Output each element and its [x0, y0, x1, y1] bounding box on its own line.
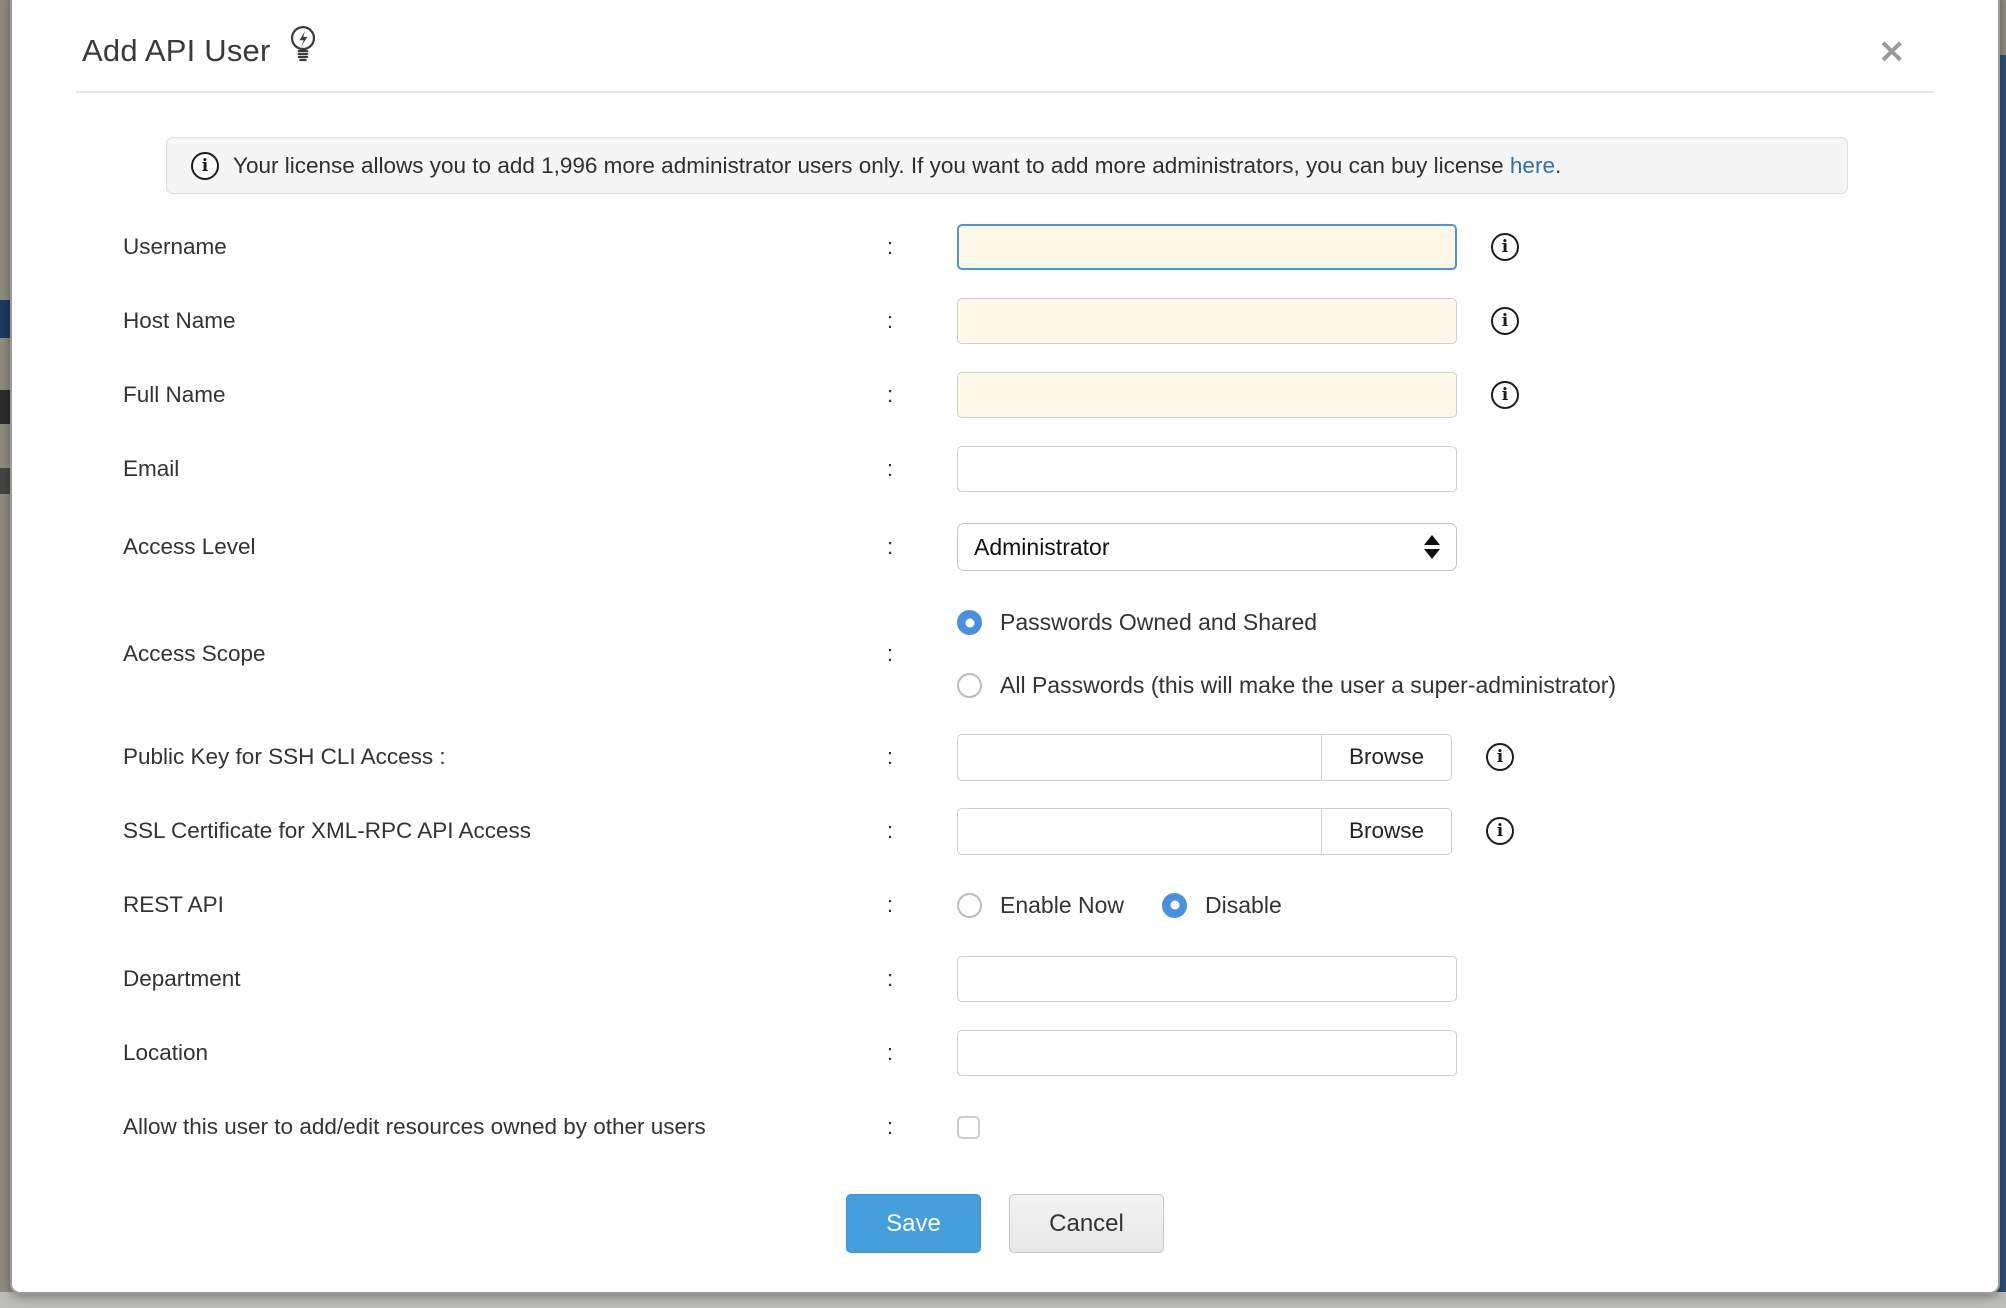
fullname-input[interactable] — [957, 372, 1457, 418]
username-row: Username : i — [123, 210, 1998, 284]
allow-edit-label: Allow this user to add/edit resources owned by other users — [123, 1114, 706, 1139]
allow-edit-checkbox[interactable] — [957, 1116, 980, 1139]
public-key-info-icon[interactable]: i — [1486, 743, 1514, 771]
select-spinner-icon — [1424, 535, 1440, 559]
ssl-cert-label: SSL Certificate for XML-RPC API Access — [123, 818, 532, 843]
email-field[interactable] — [957, 446, 1457, 492]
department-input[interactable] — [957, 956, 1457, 1002]
ssl-cert-file-input[interactable] — [957, 808, 1322, 855]
email-row: Email : — [123, 432, 1998, 506]
radio-icon[interactable] — [957, 610, 982, 635]
location-label: Location — [123, 1040, 209, 1065]
dialog-footer — [12, 1194, 1998, 1253]
rest-api-disable-radio[interactable]: Disable — [1162, 892, 1282, 919]
access-scope-label: Access Scope — [123, 641, 266, 666]
hostname-label: Host Name — [123, 308, 236, 333]
dialog-title: Add API User — [82, 32, 271, 68]
location-row: Location : — [123, 1016, 1998, 1090]
access-scope-owned-shared-radio[interactable]: Passwords Owned and Shared — [957, 609, 1616, 636]
fullname-row: Full Name : i — [123, 358, 1998, 432]
fullname-label: Full Name — [123, 382, 226, 407]
ssl-cert-row: SSL Certificate for XML-RPC API Access : Browse i — [123, 794, 1998, 868]
fullname-info-icon[interactable]: i — [1491, 381, 1519, 409]
cancel-button[interactable]: Cancel — [1009, 1194, 1164, 1253]
radio-icon[interactable] — [957, 673, 982, 698]
license-banner-text: Your license allows you to add 1,996 more administrator users only. If you want to add more administrators, you can buy license here. — [233, 152, 1562, 178]
allow-edit-row: Allow this user to add/edit resources owned by other users : — [123, 1090, 1998, 1164]
rest-api-row: REST API : Enable Now Disable — [123, 891, 1282, 918]
access-scope-all-passwords-radio[interactable]: All Passwords (this will make the user a super-administrator) — [957, 672, 1616, 699]
ssl-cert-info-icon[interactable]: i — [1486, 817, 1514, 845]
radio-icon[interactable] — [1162, 893, 1187, 918]
radio-icon[interactable] — [957, 893, 982, 918]
rest-api-enable-radio[interactable]: Enable Now — [957, 892, 1124, 919]
public-key-browse-button[interactable]: Browse — [1321, 734, 1452, 781]
public-key-label: Public Key for SSH CLI Access : — [123, 744, 446, 769]
email-label: Email — [123, 456, 180, 481]
location-input[interactable] — [957, 1030, 1457, 1076]
save-button[interactable]: Save — [846, 1194, 981, 1253]
username-label: Username — [123, 234, 227, 259]
dialog-header — [76, 2, 1934, 93]
username-input[interactable] — [957, 224, 1457, 270]
close-icon[interactable]: × — [1877, 30, 1906, 71]
license-info-banner — [166, 137, 1848, 194]
department-label: Department — [123, 966, 241, 991]
info-icon: i — [191, 152, 219, 180]
buy-license-link[interactable]: here — [1509, 152, 1555, 178]
public-key-row: Public Key for SSH CLI Access : : Browse i — [123, 720, 1998, 794]
access-scope-row: Access Scope : Passwords Owned and Shared All Passwords (this will make the user a super-administrator) — [123, 609, 1617, 698]
department-row: Department : — [123, 942, 1998, 1016]
hostname-info-icon[interactable]: i — [1491, 307, 1519, 335]
username-info-icon[interactable]: i — [1491, 233, 1519, 261]
access-level-row: Access Level : Administrator — [123, 506, 1998, 588]
access-level-selected-value: Administrator — [974, 533, 1110, 560]
public-key-file-input[interactable] — [957, 734, 1322, 781]
add-api-user-form — [12, 194, 1998, 1164]
hostname-input[interactable] — [957, 298, 1457, 344]
rest-api-label: REST API — [123, 892, 224, 917]
ssl-cert-browse-button[interactable]: Browse — [1321, 808, 1452, 855]
add-api-user-dialog — [10, 0, 2000, 1294]
page-backdrop-bottom — [0, 1292, 2006, 1308]
access-level-label: Access Level — [123, 534, 256, 559]
lightbulb-tip-icon[interactable] — [285, 24, 321, 69]
access-level-select[interactable] — [957, 523, 1457, 571]
hostname-row: Host Name : i — [123, 284, 1998, 358]
